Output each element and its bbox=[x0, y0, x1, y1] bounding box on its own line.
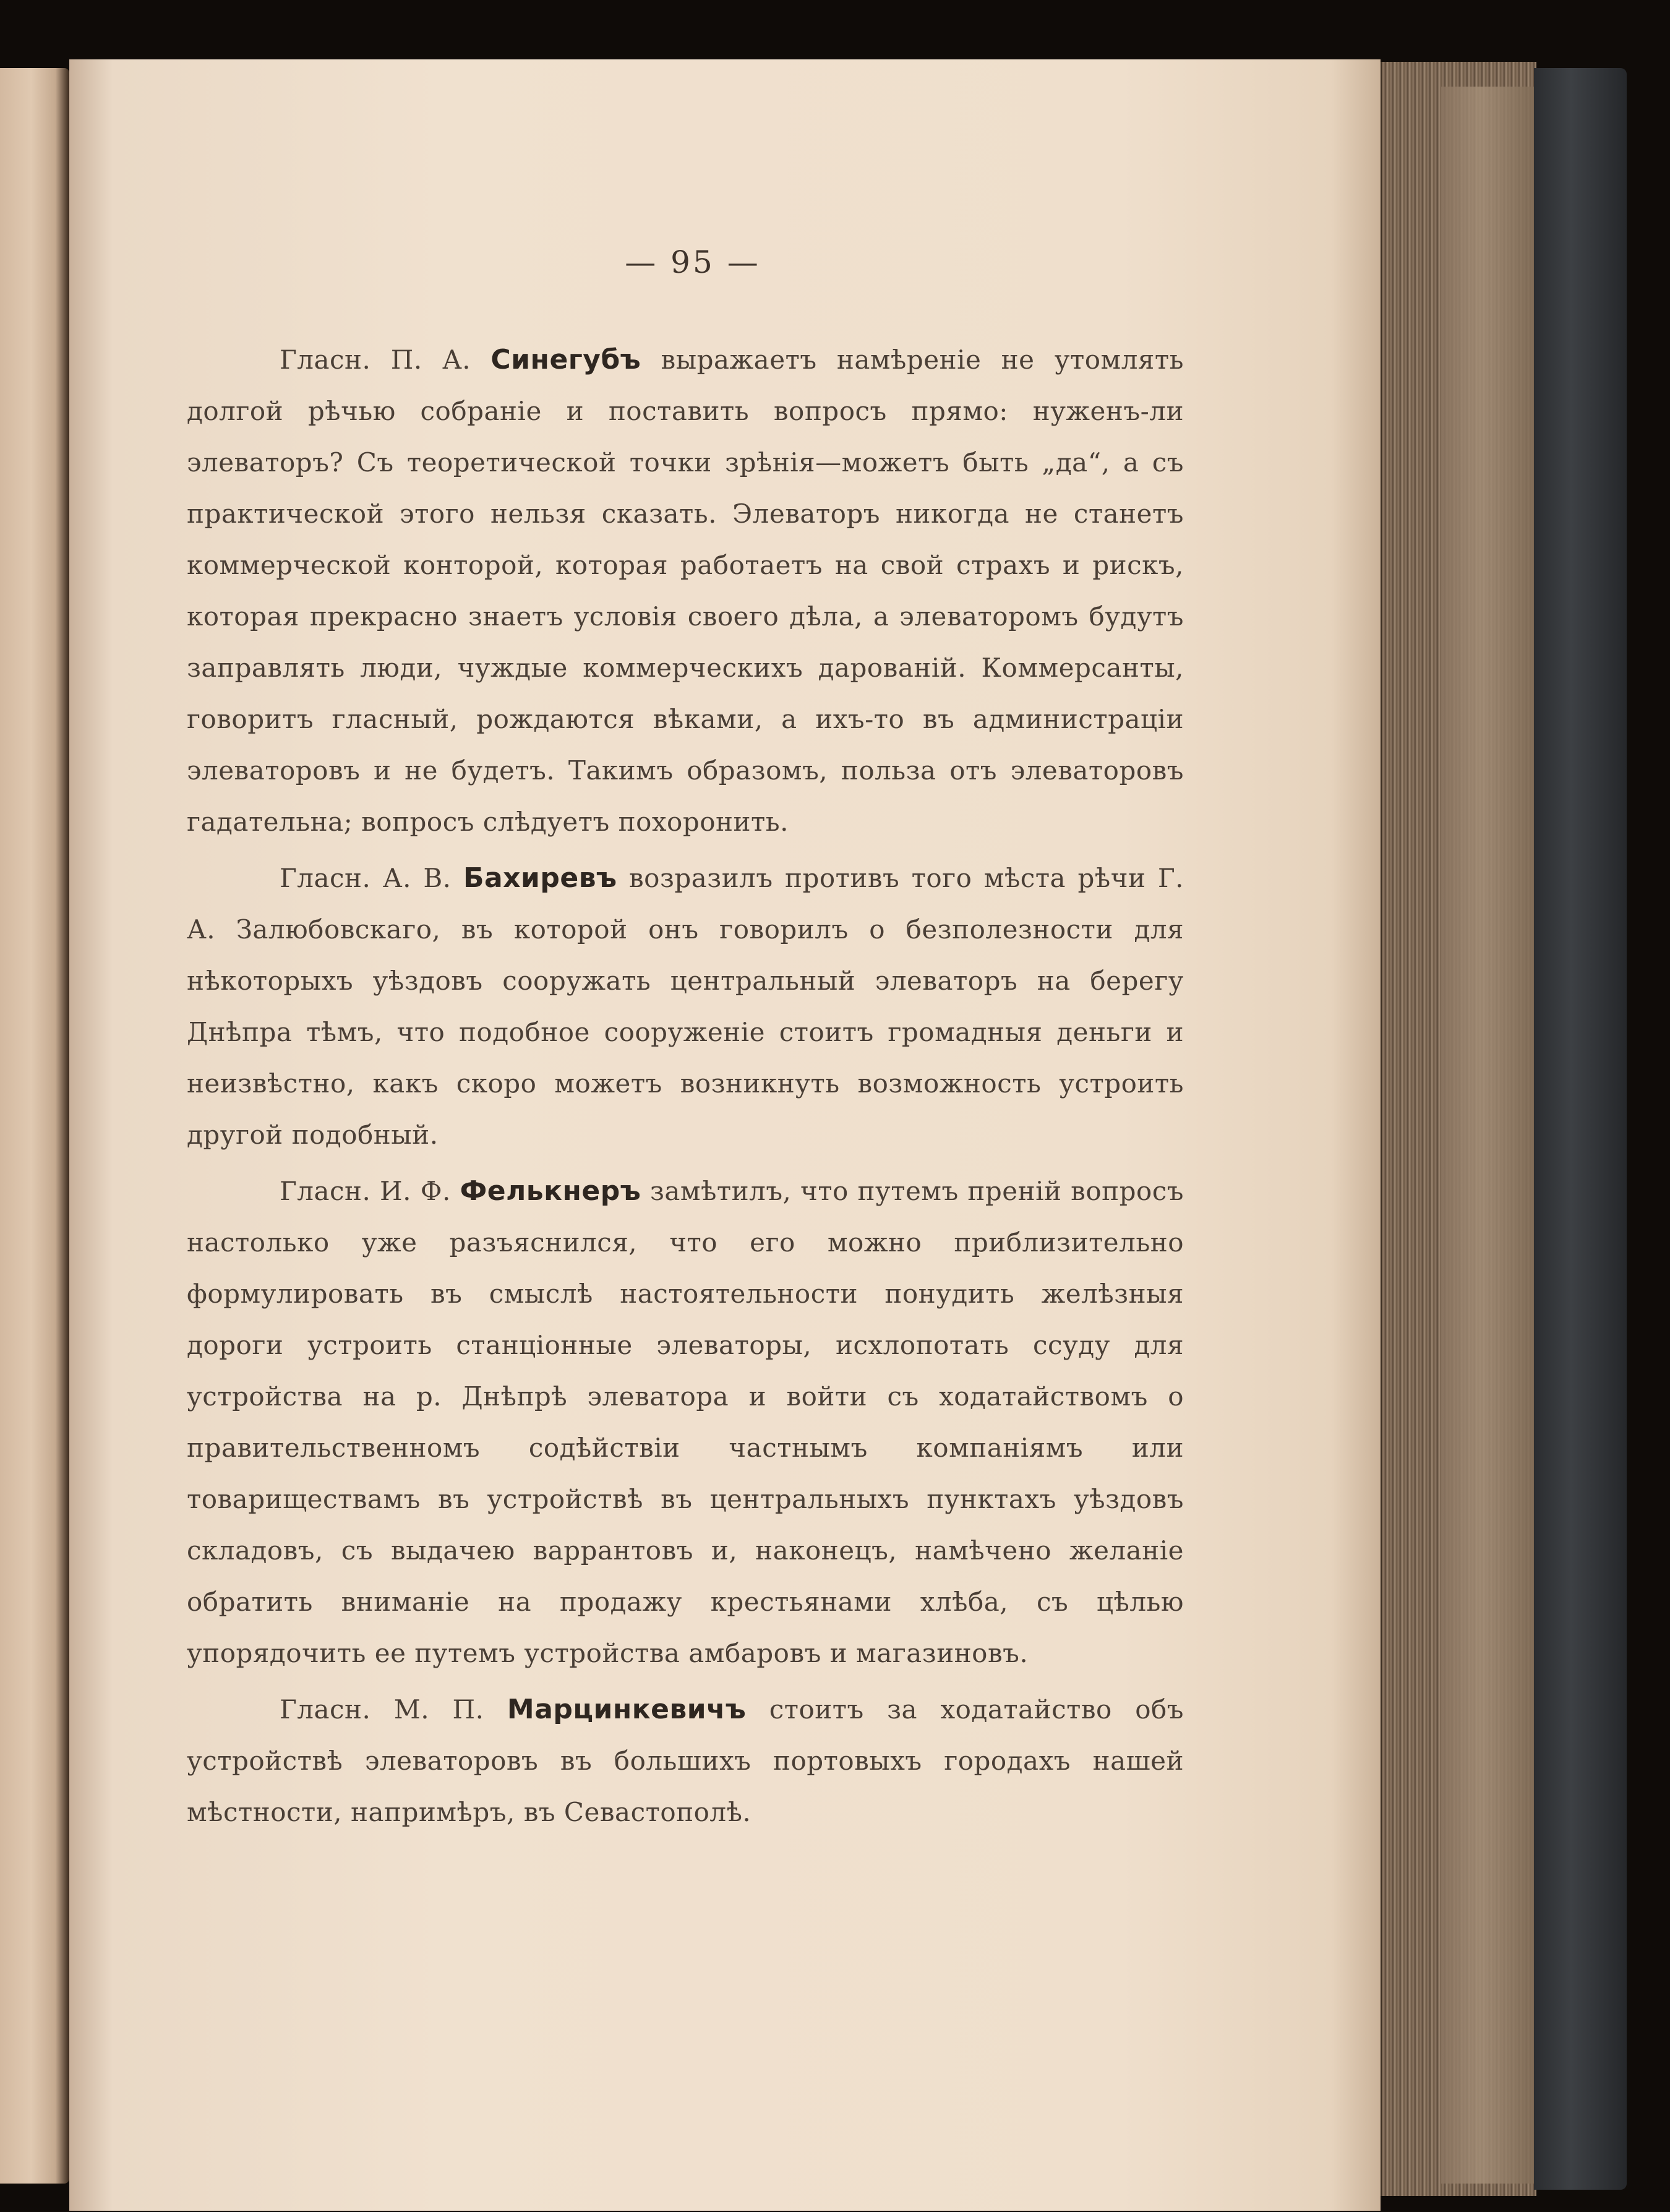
paragraph-martsinkevich bbox=[187, 1684, 1184, 1838]
paragraph-prefix: Гласн. И. Ф. bbox=[280, 1176, 451, 1206]
paragraph-body: возразилъ противъ того мѣста рѣчи Г. А. Залюбовскаго, въ которой онъ говорилъ о безполезности для нѣкоторыхъ уѣздовъ сооружать центральный элеваторъ на берегу Днѣпра тѣмъ, что подобное сооруженіе стоитъ громадныя деньги и неизвѣстно, какъ скоро можетъ возникнуть возможность устроить другой подобный. bbox=[187, 863, 1184, 1150]
speaker-name: Синегубъ bbox=[490, 344, 641, 375]
paragraph-prefix: Гласн. А. В. bbox=[280, 863, 452, 893]
paragraph-bakhirev bbox=[187, 852, 1184, 1160]
paragraph-prefix: Гласн. М. П. bbox=[280, 1694, 484, 1725]
speaker-name: Фелькнеръ bbox=[460, 1175, 641, 1207]
book-page-edges-inner bbox=[1441, 87, 1540, 2184]
left-page-edge bbox=[0, 68, 69, 2184]
paragraph-felkner bbox=[187, 1165, 1184, 1679]
page-text bbox=[187, 334, 1184, 1843]
book-cover bbox=[1534, 68, 1627, 2190]
paragraph-body: замѣтилъ, что путемъ преній вопросъ настолько уже разъяснился, что его можно приблизительно формулировать въ смыслѣ настоятельности понудить желѣзныя дороги устроить станціонные элеваторы, исхлопотать ссуду для устройства на р. Днѣпрѣ элеватора и войти съ ходатайствомъ о правительственномъ содѣйствіи частнымъ компаніямъ или товариществамъ въ устройствѣ въ центральныхъ пунктахъ уѣздовъ складовъ, съ выдачею варрантовъ и, наконецъ, намѣчено желаніе обратить вниманіе на продажу крестьянами хлѣба, съ цѣлью упорядочить ее путемъ устройства амбаровъ и магазиновъ. bbox=[187, 1176, 1184, 1668]
page-number: — 95 — bbox=[625, 244, 761, 280]
paragraph-body: выражаетъ намѣреніе не утомлять долгой рѣчью собраніе и поставить вопросъ прямо: нуженъ-ли элеваторъ? Съ теоретической точки зрѣнія—можетъ быть „да“, а съ практической этого нельзя сказать. Элеваторъ никогда не станетъ коммерческой конторой, которая работаетъ на свой страхъ и рискъ, которая прекрасно знаетъ условія своего дѣла, а элеваторомъ будутъ заправлять люди, чуждые коммерческихъ дарованій. Коммерсанты, говоритъ гласный, рождаются вѣками, а ихъ-то въ администраціи элеваторовъ и не будетъ. Такимъ образомъ, польза отъ элеваторовъ гадательна; вопросъ слѣдуетъ похоронить. bbox=[187, 345, 1184, 837]
paragraph-sinegub bbox=[187, 334, 1184, 847]
speaker-name: Марцинкевичъ bbox=[507, 1694, 747, 1725]
paragraph-body: стоитъ за ходатайство объ устройствѣ элеваторовъ въ большихъ портовыхъ городахъ нашей мѣстности, напримѣръ, въ Севастополѣ. bbox=[187, 1694, 1184, 1827]
paragraph-prefix: Гласн. П. А. bbox=[280, 345, 471, 375]
speaker-name: Бахиревъ bbox=[463, 862, 617, 894]
